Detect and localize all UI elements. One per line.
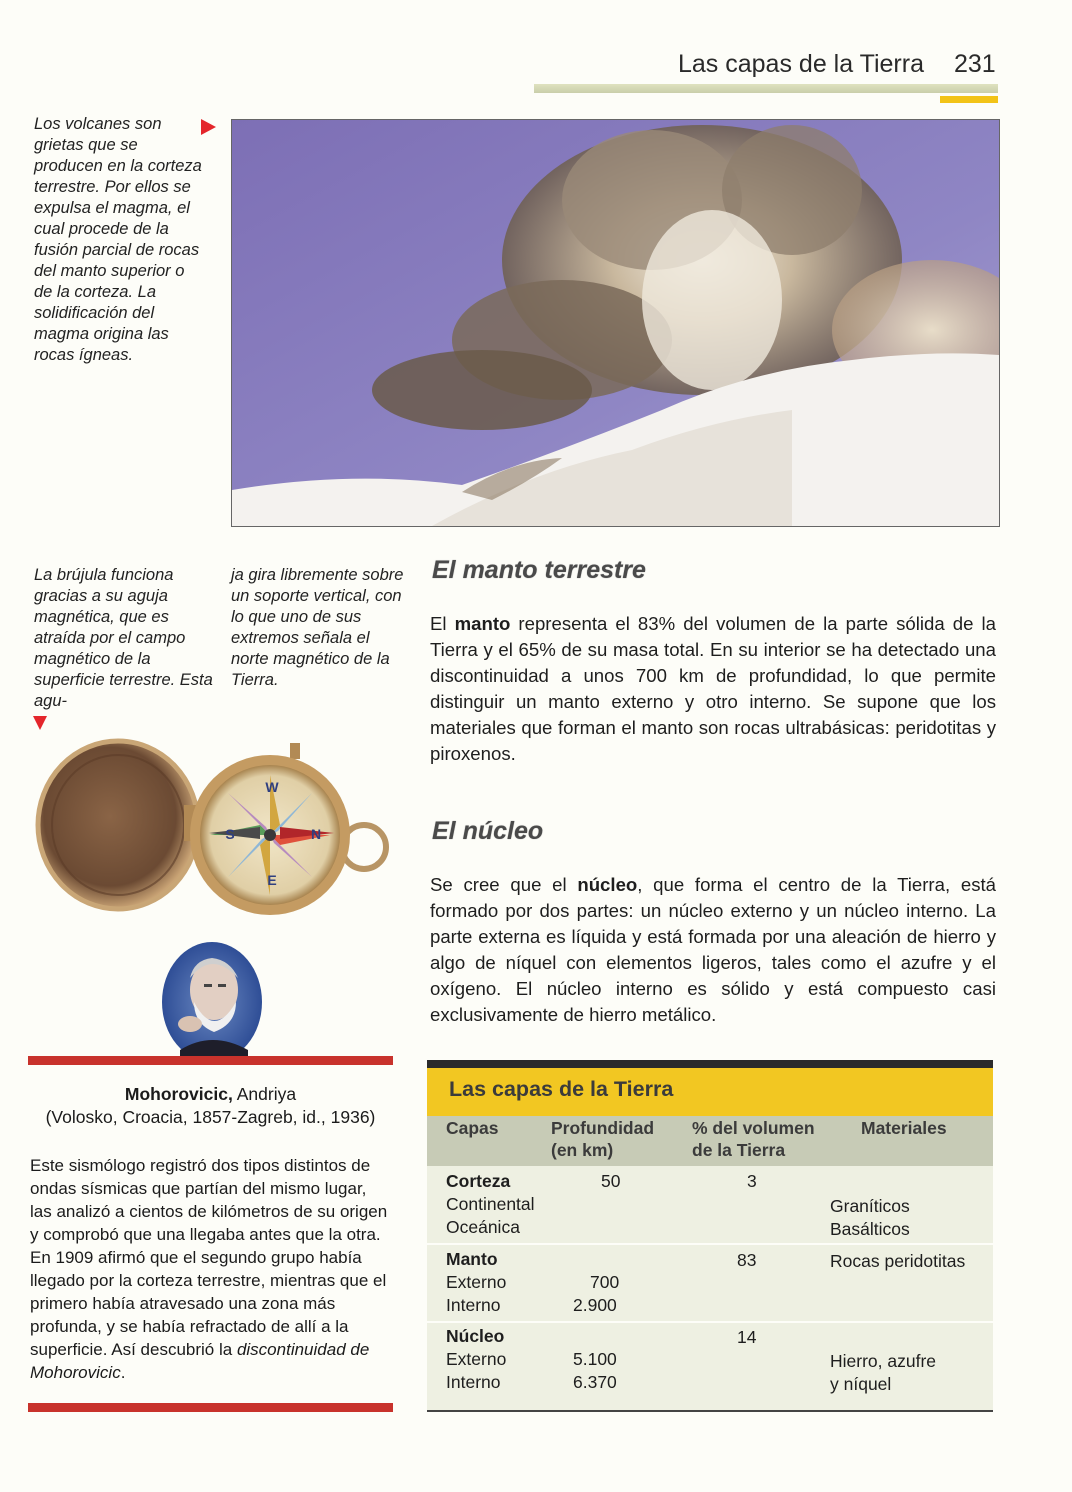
- nucleo-text-post: , que forma el centro de la Tierra, está formado por dos partes: un núcleo externo y un núcleo interno. La parte externa es líquida y está formada por una aleación de hierro y algo de níquel con elementos ligeros, tales como el azufre y el oxígeno. El núcleo interno es sólido y está compuesto casi exclusivamente de hierro metálico.: [430, 874, 996, 1025]
- compass-photo: [34, 735, 404, 915]
- header-volumen-1: % del volumen: [692, 1118, 815, 1138]
- row-nucleo-mat1: Hierro, azufre: [830, 1351, 937, 1371]
- table-bottom-rule: [427, 1410, 993, 1412]
- section-paragraph-manto: [430, 611, 996, 767]
- table-top-rule: [427, 1060, 993, 1068]
- row-separator: [427, 1243, 993, 1245]
- bio-bottom-rule: [28, 1403, 393, 1412]
- header-accent-bar: [940, 96, 998, 103]
- compass-letter-w: W: [265, 779, 279, 795]
- row-manto-sub1: Externo: [446, 1272, 507, 1292]
- row-nucleo-sub2: Interno: [446, 1372, 501, 1392]
- section-title-manto: El manto terrestre: [432, 556, 646, 584]
- row-corteza-depth: 50: [601, 1171, 621, 1191]
- manto-keyword: manto: [454, 613, 511, 634]
- row-manto-sub2: Interno: [446, 1295, 501, 1315]
- row-nucleo-depth2: 6.370: [573, 1372, 617, 1392]
- row-manto-volume: 83: [737, 1250, 757, 1270]
- volcano-caption: Los volcanes son grietas que se producen en la corteza terrestre. Por ellos se expulsa el magma, el cual procede de la fusión parcial de rocas del manto superior o de la corteza. La solidificación del magma origina las rocas ígneas.: [34, 115, 202, 364]
- compass-letter-n: N: [310, 826, 322, 842]
- mohorovicic-portrait: [160, 940, 264, 1064]
- bio-text-end: .: [120, 1363, 126, 1382]
- row-nucleo-name: Núcleo: [446, 1326, 505, 1346]
- header-capas: Capas: [446, 1118, 499, 1138]
- section-title-nucleo: El núcleo: [432, 817, 544, 845]
- earth-layers-table: [427, 1060, 993, 1412]
- bio-heading: [28, 1083, 393, 1129]
- bio-given-name: Andriya: [232, 1084, 297, 1104]
- row-corteza-sub2: Oceánica: [446, 1217, 520, 1237]
- volcano-eruption-photo: [231, 119, 1000, 527]
- row-corteza-mat2: Basálticos: [830, 1219, 910, 1239]
- row-nucleo-depth1: 5.100: [573, 1349, 617, 1369]
- bio-surname: Mohorovicic,: [124, 1084, 233, 1104]
- row-separator: [427, 1321, 993, 1323]
- table-title: Las capas de la Tierra: [449, 1077, 674, 1101]
- row-manto-depth1: 700: [590, 1272, 620, 1292]
- header-rule: [534, 84, 998, 93]
- bio-text-italic: discontinuidad de Mohorovicic: [30, 1340, 370, 1382]
- row-nucleo-sub1: Externo: [446, 1349, 507, 1369]
- manto-text-pre: El: [430, 613, 455, 634]
- running-header-title: Las capas de la Tierra: [678, 50, 924, 78]
- bio-top-rule: [28, 1056, 393, 1065]
- compass-caption-part2: ja gira libremente sobre un soporte vertical, con lo que uno de sus extremos señala el norte magnético de la Tierra.: [231, 566, 404, 689]
- nucleo-text-pre: Se cree que el: [430, 874, 578, 895]
- row-corteza-name: Corteza: [446, 1171, 511, 1191]
- caption-pointer-right-icon: [201, 119, 216, 135]
- header-profundidad-1: Profundidad: [551, 1118, 655, 1138]
- header-materiales: Materiales: [861, 1118, 947, 1138]
- section-paragraph-nucleo: [430, 872, 996, 1028]
- manto-text-post: representa el 83% del volumen de la parte sólida de la Tierra y el 65% de su masa total. En su interior se ha detectado una discontinuidad a unos 700 km de profundidad, lo que permite distinguir un manto externo y otro interno. Se supone que los materiales que forman el manto son rocas ultrabásicas: peridotitas y piroxenos.: [430, 613, 996, 764]
- row-manto-depth2: 2.900: [573, 1295, 617, 1315]
- header-profundidad-2: (en km): [551, 1140, 614, 1160]
- row-nucleo-mat2: y níquel: [830, 1374, 892, 1394]
- header-volumen-2: de la Tierra: [692, 1140, 786, 1160]
- bio-paragraph: [30, 1154, 390, 1384]
- bio-text-main: Este sismólogo registró dos tipos distintos de ondas sísmicas que partían del mismo lugar, las analizó a cientos de kilómetros de su origen y comprobó que una llegaba antes que la otra. En 1909 afirmó que el segundo grupo había llegado por la corteza terrestre, mientras que el primero había atravesado una zona más profunda, y se había refractado de allí a la superficie. Así descubrió la: [30, 1156, 388, 1359]
- row-nucleo-volume: 14: [737, 1327, 757, 1347]
- row-corteza-mat1: Graníticos: [830, 1196, 910, 1216]
- compass-letter-e: E: [267, 872, 277, 888]
- caption-pointer-down-icon: [33, 716, 47, 730]
- nucleo-keyword: núcleo: [577, 874, 638, 895]
- row-corteza-volume: 3: [747, 1171, 757, 1191]
- row-manto-name: Manto: [446, 1249, 498, 1269]
- row-manto-mat: Rocas peridotitas: [830, 1251, 966, 1271]
- row-corteza-sub1: Continental: [446, 1194, 535, 1214]
- bio-dates: (Volosko, Croacia, 1857-Zagreb, id., 1936): [45, 1107, 376, 1127]
- page-number: 231: [954, 50, 996, 78]
- compass-letter-s: S: [225, 826, 235, 842]
- compass-caption-part1: La brújula funciona gracias a su aguja magnética, que es atraída por el campo magnético de la superficie terrestre. Esta agu-: [34, 566, 213, 710]
